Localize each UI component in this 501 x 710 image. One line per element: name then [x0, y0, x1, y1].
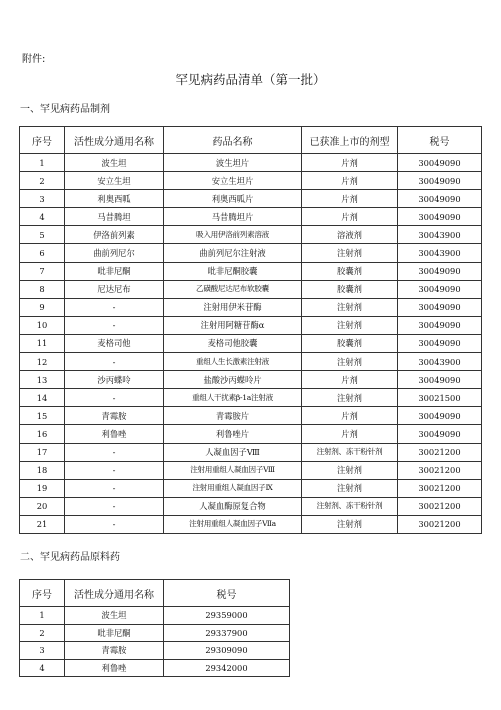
cell-active-ingredient: 利鲁唑 [65, 425, 164, 443]
cell-drug-name: 青霉胺片 [164, 407, 302, 425]
cell-tax-code: 30021200 [398, 461, 482, 479]
cell-active-ingredient: - [65, 353, 164, 371]
cell-active-ingredient: 安立生坦 [65, 172, 164, 190]
cell-seq: 20 [20, 497, 65, 515]
cell-active-ingredient: - [65, 497, 164, 515]
cell-seq: 2 [20, 624, 65, 642]
table-header-row [20, 127, 482, 154]
cell-tax-code: 30049090 [398, 298, 482, 316]
cell-tax-code: 29342000 [164, 659, 290, 677]
cell-dosage-form: 片剂 [302, 208, 398, 226]
section1-heading: 一、罕见病药品制剂 [20, 104, 110, 115]
table-row [20, 208, 482, 226]
table-row [20, 353, 482, 371]
cell-dosage-form: 片剂 [302, 154, 398, 172]
table-row [20, 244, 482, 262]
cell-drug-name: 吸入用伊洛前列素溶液 [164, 226, 302, 244]
cell-active-ingredient: - [65, 389, 164, 407]
cell-tax-code: 30021200 [398, 515, 482, 533]
cell-active-ingredient: 麦格司他 [65, 334, 164, 352]
cell-seq: 3 [20, 642, 65, 660]
cell-seq: 13 [20, 371, 65, 389]
cell-seq: 11 [20, 334, 65, 352]
cell-tax-code: 29309090 [164, 642, 290, 660]
cell-dosage-form: 片剂 [302, 425, 398, 443]
table-row [20, 334, 482, 352]
table-row [20, 262, 482, 280]
cell-drug-name: 吡非尼酮胶囊 [164, 262, 302, 280]
cell-seq: 7 [20, 262, 65, 280]
cell-active-ingredient: 曲前列尼尔 [65, 244, 164, 262]
cell-active-ingredient: 波生坦 [65, 154, 164, 172]
formulations-table-body [20, 154, 482, 534]
table-row [20, 316, 482, 334]
cell-dosage-form: 注射剂 [302, 353, 398, 371]
cell-seq: 15 [20, 407, 65, 425]
cell-tax-code: 30049090 [398, 280, 482, 298]
cell-tax-code: 30021200 [398, 479, 482, 497]
cell-drug-name: 注射用重组人凝血因子Ⅸ [164, 479, 302, 497]
table-row [20, 642, 290, 660]
cell-dosage-form: 注射剂 [302, 479, 398, 497]
cell-active-ingredient: 利奥西呱 [65, 190, 164, 208]
raw-materials-table [19, 579, 290, 677]
table-row [20, 371, 482, 389]
header-tax-code: 税号 [398, 127, 482, 154]
cell-drug-name: 注射用重组人凝血因子Ⅷ [164, 461, 302, 479]
table-row [20, 607, 290, 625]
cell-tax-code: 30049090 [398, 371, 482, 389]
cell-tax-code: 30049090 [398, 334, 482, 352]
cell-tax-code: 30049090 [398, 208, 482, 226]
cell-drug-name: 安立生坦片 [164, 172, 302, 190]
cell-seq: 21 [20, 515, 65, 533]
cell-tax-code: 30049090 [398, 154, 482, 172]
table-row [20, 659, 290, 677]
cell-seq: 19 [20, 479, 65, 497]
cell-active-ingredient: 吡非尼酮 [65, 262, 164, 280]
cell-active-ingredient: - [65, 461, 164, 479]
table-row [20, 298, 482, 316]
cell-tax-code: 30043900 [398, 244, 482, 262]
cell-active-ingredient: 尼达尼布 [65, 280, 164, 298]
cell-seq: 1 [20, 154, 65, 172]
cell-seq: 9 [20, 298, 65, 316]
header-dosage-form: 已获准上市的剂型 [302, 127, 398, 154]
header-tax-code: 税号 [164, 580, 290, 607]
table-row [20, 497, 482, 515]
cell-active-ingredient: - [65, 298, 164, 316]
cell-seq: 4 [20, 659, 65, 677]
header-drug-name: 药品名称 [164, 127, 302, 154]
table-row [20, 461, 482, 479]
header-seq: 序号 [20, 127, 65, 154]
cell-active-ingredient: - [65, 479, 164, 497]
cell-drug-name: 重组人生长激素注射液 [164, 353, 302, 371]
table-row [20, 425, 482, 443]
cell-active-ingredient: 吡非尼酮 [65, 624, 164, 642]
table-row [20, 389, 482, 407]
cell-active-ingredient: 马昔腾坦 [65, 208, 164, 226]
attachment-label: 附件: [22, 54, 46, 65]
table-row [20, 226, 482, 244]
table-row [20, 154, 482, 172]
cell-drug-name: 利鲁唑片 [164, 425, 302, 443]
table-row [20, 407, 482, 425]
cell-seq: 16 [20, 425, 65, 443]
table-row [20, 479, 482, 497]
cell-active-ingredient: - [65, 443, 164, 461]
cell-tax-code: 29337900 [164, 624, 290, 642]
cell-seq: 17 [20, 443, 65, 461]
section2-heading: 二、罕见病药品原料药 [20, 552, 120, 563]
cell-dosage-form: 注射剂 [302, 389, 398, 407]
cell-seq: 3 [20, 190, 65, 208]
cell-drug-name: 麦格司他胶囊 [164, 334, 302, 352]
cell-dosage-form: 注射剂 [302, 244, 398, 262]
cell-drug-name: 重组人干扰素β-1a注射液 [164, 389, 302, 407]
cell-drug-name: 利奥西呱片 [164, 190, 302, 208]
cell-seq: 8 [20, 280, 65, 298]
cell-dosage-form: 注射剂 [302, 461, 398, 479]
cell-dosage-form: 注射剂 [302, 316, 398, 334]
cell-tax-code: 30049090 [398, 190, 482, 208]
cell-tax-code: 30021500 [398, 389, 482, 407]
cell-dosage-form: 胶囊剂 [302, 262, 398, 280]
cell-seq: 4 [20, 208, 65, 226]
table-row [20, 515, 482, 533]
cell-seq: 18 [20, 461, 65, 479]
cell-drug-name: 马昔腾坦片 [164, 208, 302, 226]
cell-tax-code: 30021200 [398, 443, 482, 461]
cell-seq: 5 [20, 226, 65, 244]
header-active-ingredient: 活性成分通用名称 [65, 127, 164, 154]
cell-tax-code: 30049090 [398, 316, 482, 334]
cell-tax-code: 29359000 [164, 607, 290, 625]
cell-active-ingredient: - [65, 515, 164, 533]
cell-drug-name: 人凝血酶原复合物 [164, 497, 302, 515]
cell-drug-name: 波生坦片 [164, 154, 302, 172]
cell-dosage-form: 胶囊剂 [302, 280, 398, 298]
table-row [20, 443, 482, 461]
cell-dosage-form: 片剂 [302, 190, 398, 208]
cell-active-ingredient: 沙丙蝶呤 [65, 371, 164, 389]
cell-seq: 2 [20, 172, 65, 190]
cell-dosage-form: 注射剂、冻干粉针剂 [302, 497, 398, 515]
table-header-row [20, 580, 290, 607]
formulations-table [19, 126, 482, 534]
raw-materials-table-body [20, 607, 290, 677]
header-seq: 序号 [20, 580, 65, 607]
table-row [20, 190, 482, 208]
cell-drug-name: 盐酸沙丙蝶呤片 [164, 371, 302, 389]
cell-dosage-form: 注射剂 [302, 515, 398, 533]
cell-tax-code: 30049090 [398, 407, 482, 425]
cell-active-ingredient: 青霉胺 [65, 407, 164, 425]
cell-seq: 10 [20, 316, 65, 334]
cell-active-ingredient: 伊洛前列素 [65, 226, 164, 244]
cell-dosage-form: 注射剂、冻干粉针剂 [302, 443, 398, 461]
cell-seq: 14 [20, 389, 65, 407]
table-row [20, 280, 482, 298]
cell-tax-code: 30043900 [398, 353, 482, 371]
cell-dosage-form: 片剂 [302, 371, 398, 389]
cell-seq: 1 [20, 607, 65, 625]
cell-drug-name: 人凝血因子Ⅷ [164, 443, 302, 461]
cell-active-ingredient: 利鲁唑 [65, 659, 164, 677]
cell-active-ingredient: 波生坦 [65, 607, 164, 625]
document-title: 罕见病药品清单（第一批） [175, 72, 326, 87]
cell-dosage-form: 注射剂 [302, 298, 398, 316]
cell-dosage-form: 溶液剂 [302, 226, 398, 244]
cell-active-ingredient: 青霉胺 [65, 642, 164, 660]
cell-seq: 6 [20, 244, 65, 262]
cell-drug-name: 注射用阿糖苷酶α [164, 316, 302, 334]
cell-dosage-form: 胶囊剂 [302, 334, 398, 352]
cell-drug-name: 曲前列尼尔注射液 [164, 244, 302, 262]
cell-tax-code: 30049090 [398, 262, 482, 280]
table-row [20, 172, 482, 190]
cell-tax-code: 30049090 [398, 425, 482, 443]
cell-seq: 12 [20, 353, 65, 371]
cell-drug-name: 乙磺酸尼达尼布软胶囊 [164, 280, 302, 298]
cell-drug-name: 注射用重组人凝血因子Ⅶa [164, 515, 302, 533]
header-active-ingredient: 活性成分通用名称 [65, 580, 164, 607]
cell-dosage-form: 片剂 [302, 172, 398, 190]
cell-dosage-form: 片剂 [302, 407, 398, 425]
cell-tax-code: 30021200 [398, 497, 482, 515]
table-row [20, 624, 290, 642]
cell-active-ingredient: - [65, 316, 164, 334]
cell-tax-code: 30043900 [398, 226, 482, 244]
cell-drug-name: 注射用伊米苷酶 [164, 298, 302, 316]
cell-tax-code: 30049090 [398, 172, 482, 190]
